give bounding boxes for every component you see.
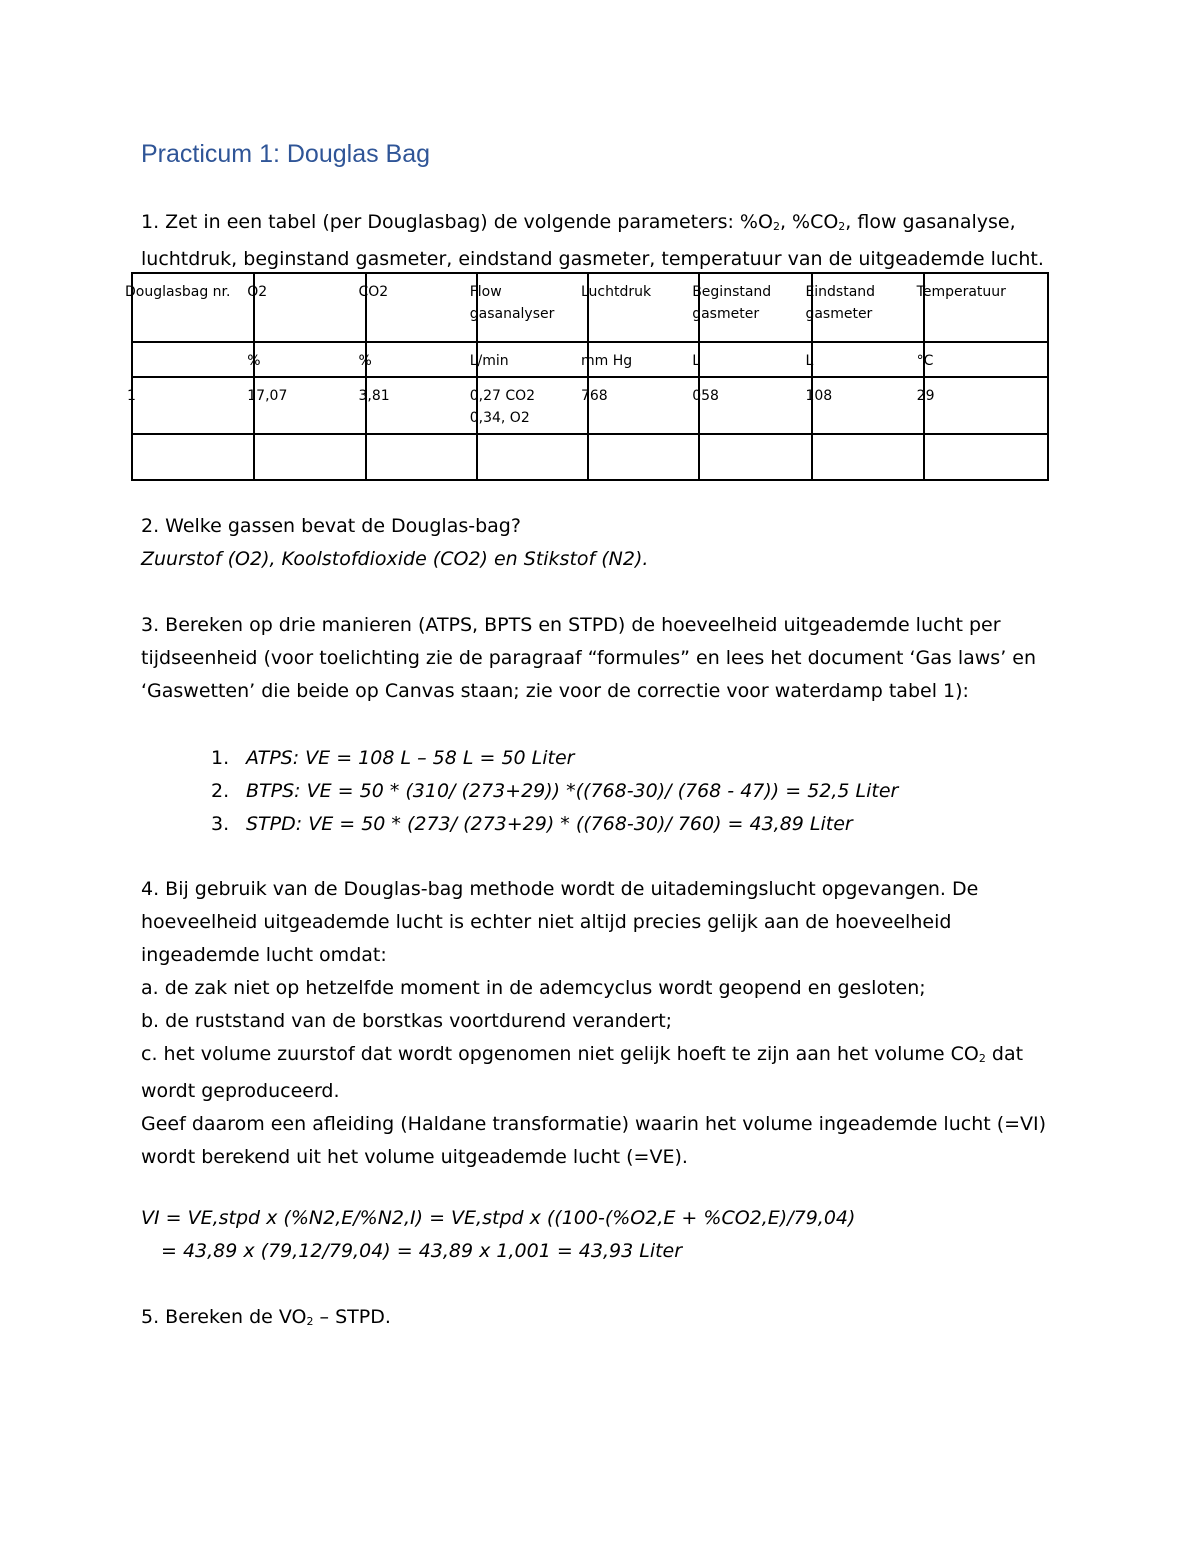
question-4-answer <box>141 1202 1061 1268</box>
table-cell: 17,07 <box>254 377 365 434</box>
question-1-line-2: luchtdruk, beginstand gasmeter, eindstand gasmeter, temperatuur van de uitgeademde lucht. <box>141 248 1044 270</box>
table-cell <box>924 434 1048 480</box>
question-4-item-c: c. het volume zuurstof dat wordt opgenomen niet gelijk hoeft te zijn aan het volume $CO_2$ dat <box>141 1043 1024 1065</box>
header-cell: CO2 <box>366 273 477 342</box>
list-item: 1. ATPS: VE = 108 L – 58 L = 50 Liter <box>211 747 575 769</box>
question-2-text: 2. Welke gassen bevat de Douglas-bag? <box>141 515 521 537</box>
calculation-list <box>211 742 898 841</box>
table-cell <box>366 434 477 480</box>
table-cell: 768 <box>588 377 699 434</box>
table-cell <box>699 434 812 480</box>
unit-cell: L <box>699 342 812 377</box>
question-4-answer-line-2: = 43,89 x (79,12/79,04) = 43,89 x 1,001 = 43,93 Liter <box>161 1240 683 1262</box>
table-cell: 29 <box>924 377 1048 434</box>
header-cell: Douglasbag nr. <box>132 273 254 342</box>
question-3 <box>141 609 1061 708</box>
question-3-line-2: tijdseenheid (voor toelichting zie de paragraaf “formules” en lees het document ‘Gas laws’ en <box>141 647 1037 669</box>
table-cell <box>132 434 254 480</box>
unit-cell <box>132 342 254 377</box>
header-cell: Temperatuur <box>924 273 1048 342</box>
list-item: 2. BTPS: VE = 50 * (310/ (273+29)) *((768-30)/ (768 - 47)) = 52,5 Liter <box>211 780 899 802</box>
question-4-instruction-1: Geef daarom een afleiding (Haldane transformatie) waarin het volume ingeademde lucht (=VI) <box>141 1113 1047 1135</box>
list-item: 3. STPD: VE = 50 * (273/ (273+29) * ((768-30)/ 760) = 43,89 Liter <box>211 813 853 835</box>
header-cell: Luchtdruk <box>588 273 699 342</box>
question-4-item-b: b. de ruststand van de borstkas voortdurend verandert; <box>141 1010 673 1032</box>
table-row <box>132 377 1048 434</box>
question-3-line-1: 3. Bereken op drie manieren (ATPS, BPTS en STPD) de hoeveelheid uitgeademde lucht per <box>141 614 1001 636</box>
table-units-row <box>132 342 1048 377</box>
table-cell: 0,27 CO2 0,34, O2 <box>477 377 588 434</box>
table-cell <box>588 434 699 480</box>
douglas-bag-table <box>125 272 1049 481</box>
table-cell <box>477 434 588 480</box>
page-title: Practicum 1: Douglas Bag <box>141 140 431 168</box>
unit-cell: °C <box>924 342 1048 377</box>
unit-cell: L <box>812 342 923 377</box>
header-cell: Flow gasanalyser <box>477 273 588 342</box>
question-4-line-2: hoeveelheid uitgeademde lucht is echter niet altijd precies gelijk aan de hoeveelheid <box>141 911 952 933</box>
table-header-row <box>132 273 1048 342</box>
table-cell <box>254 434 365 480</box>
question-4-answer-line-1: VI = VE,stpd x (%N2,E/%N2,I) = VE,stpd x ((100-(%O2,E + %CO2,E)/79,04) <box>141 1207 856 1229</box>
unit-cell: mm Hg <box>588 342 699 377</box>
table-cell: 1 <box>132 377 254 434</box>
table-row-empty <box>132 434 1048 480</box>
question-2 <box>141 510 1061 576</box>
question-5 <box>141 1301 1061 1338</box>
table-cell: 058 <box>699 377 812 434</box>
table-cell <box>812 434 923 480</box>
table-cell: 3,81 <box>366 377 477 434</box>
unit-cell: L/min <box>477 342 588 377</box>
question-4-item-a: a. de zak niet op hetzelfde moment in de ademcyclus wordt geopend en gesloten; <box>141 977 926 999</box>
question-4-line-1: 4. Bij gebruik van de Douglas-bag methode wordt de uitademingslucht opgevangen. De <box>141 878 979 900</box>
question-4 <box>141 873 1061 1174</box>
header-cell: O2 <box>254 273 365 342</box>
question-5-text: 5. Bereken de $VO_2$ – STPD. <box>141 1306 391 1328</box>
question-1 <box>141 206 1061 276</box>
header-cell: Eindstand gasmeter <box>812 273 923 342</box>
table-cell: 108 <box>812 377 923 434</box>
unit-cell: % <box>254 342 365 377</box>
question-4-item-c-cont: wordt geproduceerd. <box>141 1080 340 1102</box>
question-2-answer: Zuurstof (O2), Koolstofdioxide (CO2) en Stikstof (N2). <box>141 548 649 570</box>
unit-cell: % <box>366 342 477 377</box>
header-cell: Beginstand gasmeter <box>699 273 812 342</box>
question-3-line-3: ‘Gaswetten’ die beide op Canvas staan; zie voor de correctie voor waterdamp tabel 1): <box>141 680 969 702</box>
question-1-line-1: 1. Zet in een tabel (per Douglasbag) de volgende parameters: $\%O_2$, $\%CO_2$, flow gasanalyse, <box>141 211 1016 233</box>
question-4-instruction-2: wordt berekend uit het volume uitgeademde lucht (=VE). <box>141 1146 688 1168</box>
question-4-line-3: ingeademde lucht omdat: <box>141 944 387 966</box>
